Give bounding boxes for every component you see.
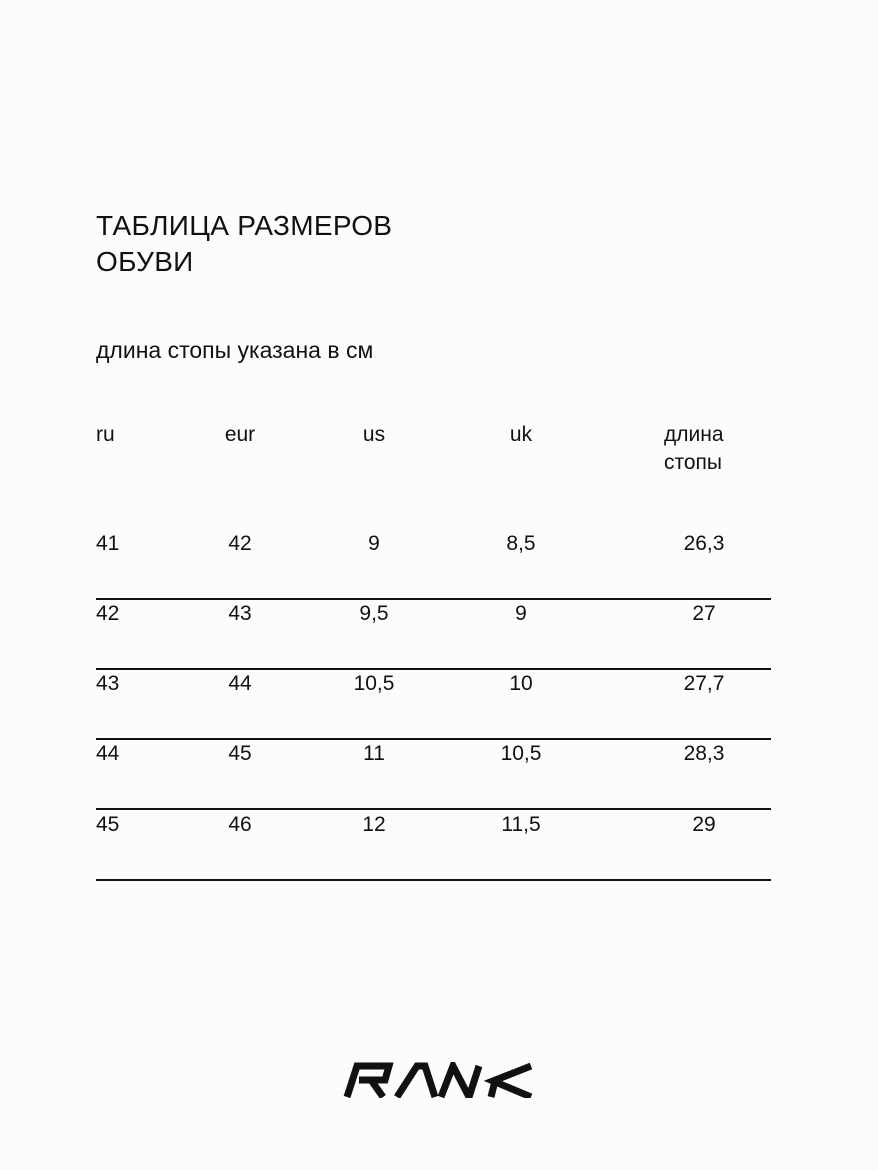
rank-logo <box>343 1062 535 1098</box>
cell-ru: 41 <box>96 532 120 555</box>
cell-foot-length: 27 <box>692 602 716 625</box>
cell-us: 11 <box>363 742 385 765</box>
table-row <box>96 600 771 670</box>
subtitle: длина стопы указана в см <box>96 337 374 363</box>
header-ru: ru <box>96 423 115 446</box>
cell-foot-length: 29 <box>692 813 716 836</box>
cell-uk: 10,5 <box>500 742 542 765</box>
cell-ru: 44 <box>96 742 120 765</box>
header-eur: eur <box>224 423 256 446</box>
table-row <box>96 740 771 810</box>
cell-foot-length: 28,3 <box>683 742 725 765</box>
cell-uk: 11,5 <box>501 813 541 836</box>
cell-foot-length: 27,7 <box>683 672 725 695</box>
cell-eur: 46 <box>228 813 252 836</box>
cell-ru: 42 <box>96 602 120 625</box>
header-foot-length <box>664 421 724 477</box>
cell-us: 9 <box>368 532 380 555</box>
cell-eur: 44 <box>228 672 252 695</box>
cell-us: 10,5 <box>353 672 395 695</box>
cell-uk: 8,5 <box>506 532 536 555</box>
page-title <box>96 208 392 280</box>
cell-ru: 45 <box>96 813 120 836</box>
title-line-1: ТАБЛИЦА РАЗМЕРОВ <box>96 210 393 241</box>
header-uk: uk <box>509 423 533 446</box>
cell-us: 12 <box>362 813 386 836</box>
cell-foot-length: 26,3 <box>683 532 725 555</box>
table-row <box>96 811 771 881</box>
cell-uk: 10 <box>509 672 533 695</box>
cell-eur: 42 <box>228 532 252 555</box>
header-us: us <box>362 423 386 446</box>
title-line-2: ОБУВИ <box>96 246 194 277</box>
cell-eur: 45 <box>228 742 252 765</box>
header-foot-line-1: длина <box>664 423 724 446</box>
cell-ru: 43 <box>96 672 120 695</box>
table-row <box>96 530 771 600</box>
table-row <box>96 670 771 740</box>
header-foot-line-2: стопы <box>664 451 723 474</box>
cell-us: 9,5 <box>359 602 389 625</box>
cell-eur: 43 <box>228 602 252 625</box>
cell-uk: 9 <box>515 602 527 625</box>
